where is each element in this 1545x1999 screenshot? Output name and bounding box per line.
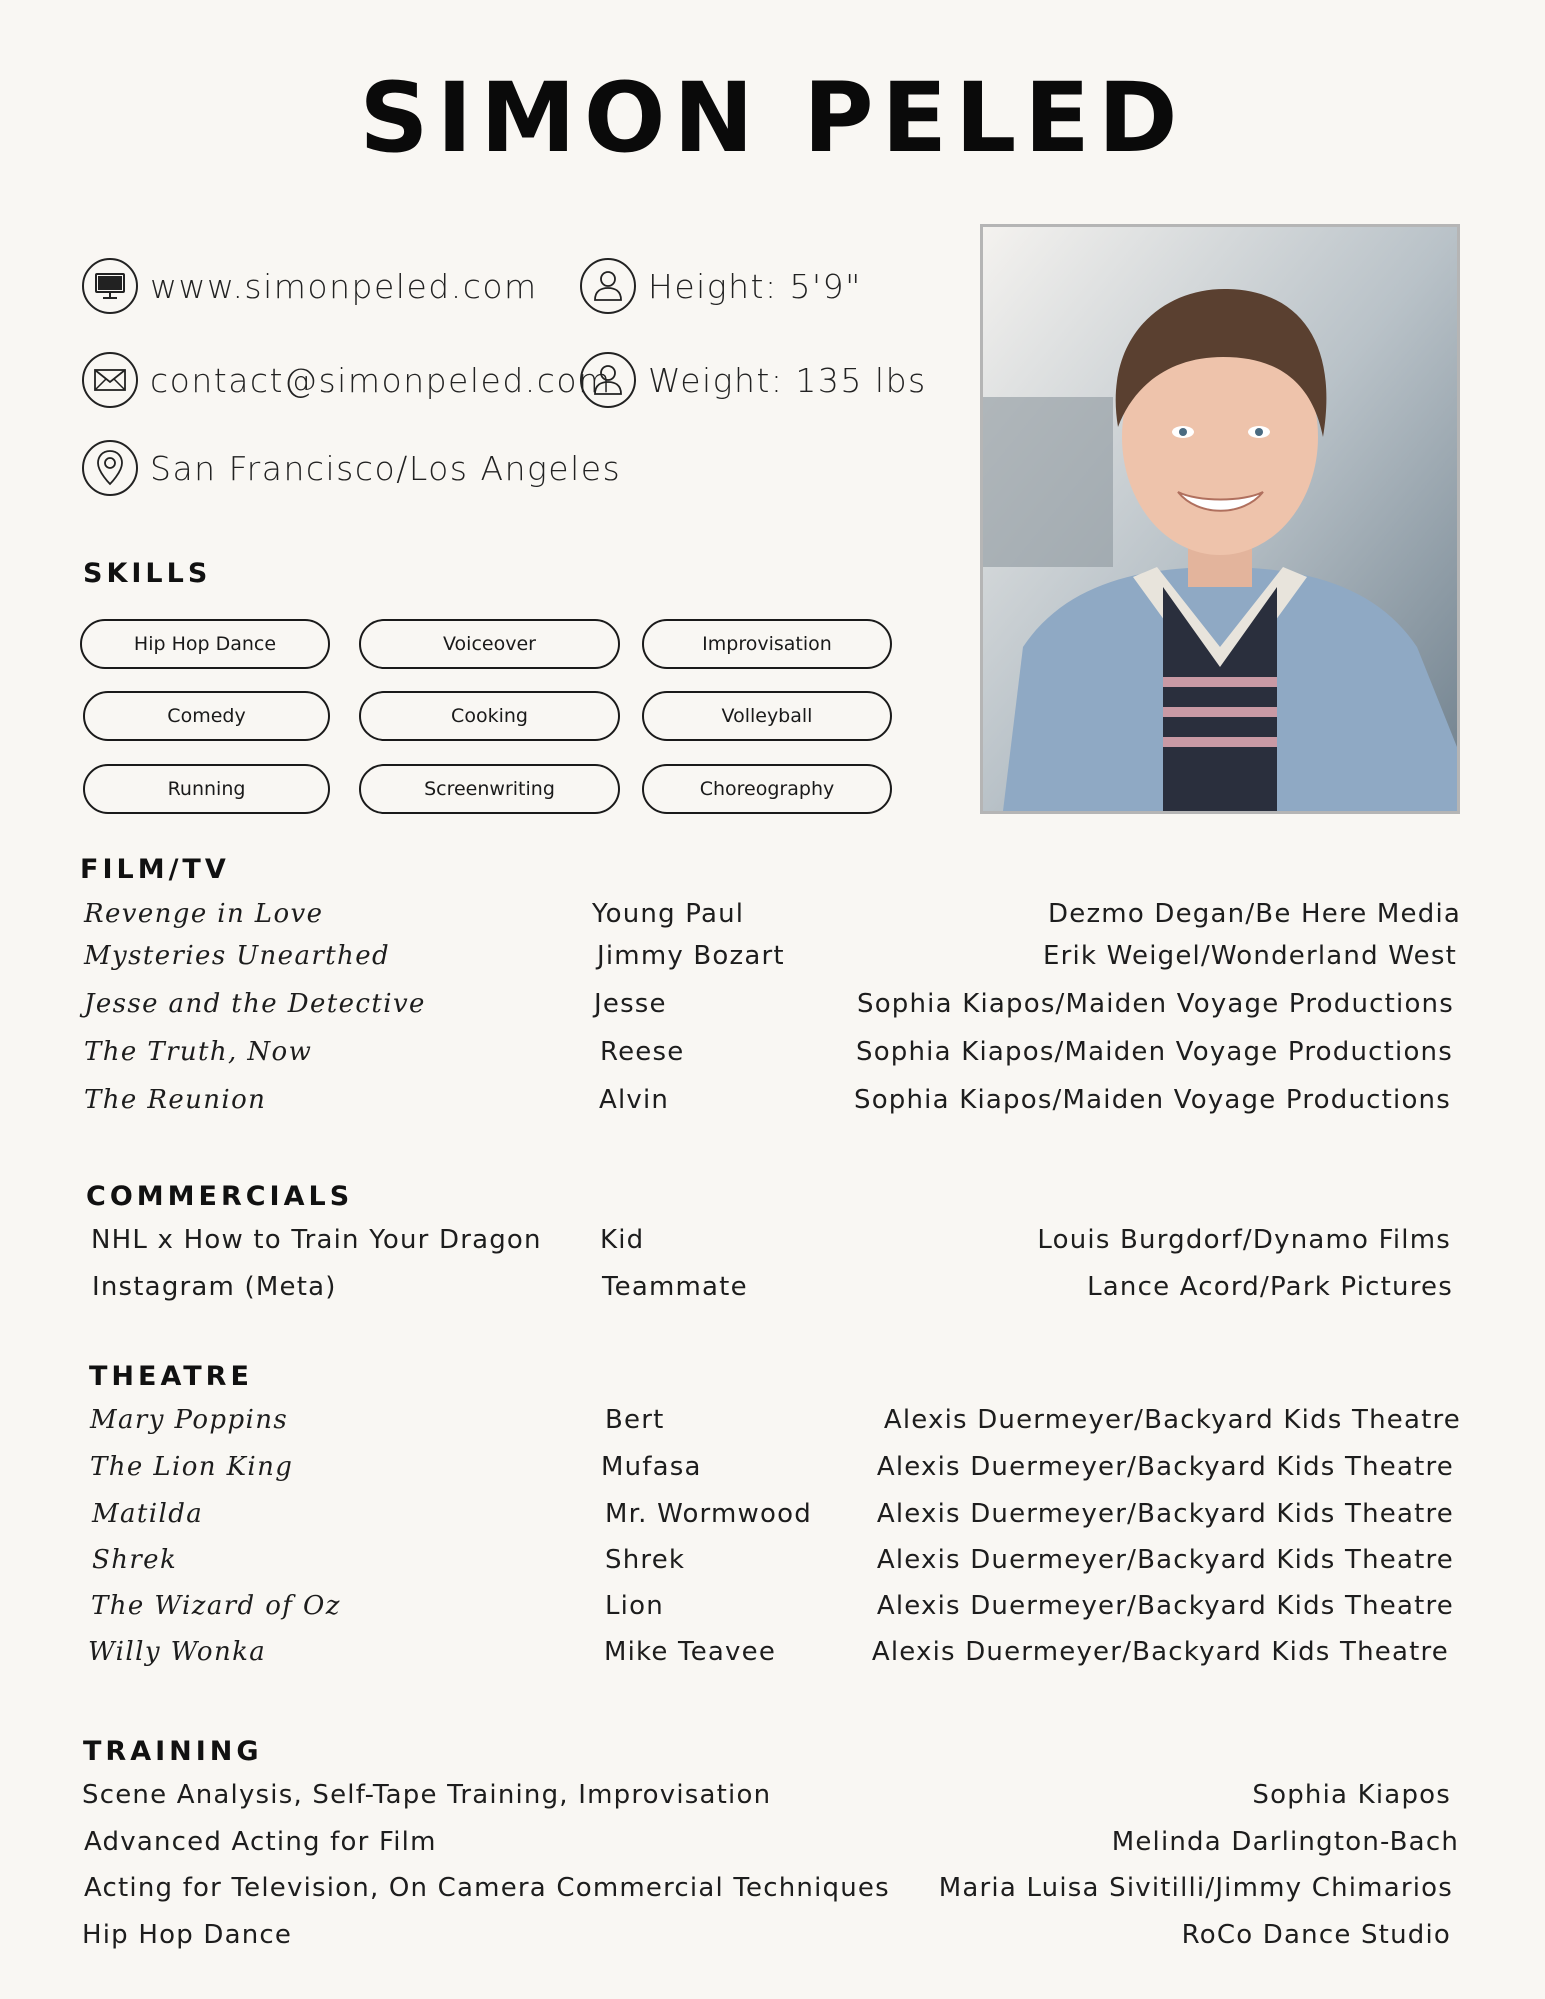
skills-heading: SKILLS [83, 558, 212, 589]
theatre-title: Matilda [92, 1499, 204, 1529]
theatre-heading: THEATRE [89, 1361, 253, 1392]
theatre-credit: Alexis Duermeyer/Backyard Kids Theatre [876, 1499, 1454, 1529]
theatre-role: Bert [605, 1405, 665, 1435]
training-teacher: Melinda Darlington-Bach [1111, 1827, 1459, 1857]
commercial-role: Kid [600, 1225, 645, 1255]
contact-website [82, 258, 538, 314]
skill-pill: Comedy [83, 691, 330, 741]
training-course: Hip Hop Dance [82, 1920, 293, 1950]
film-title: Revenge in Love [84, 899, 324, 929]
film-title: Jesse and the Detective [84, 989, 426, 1019]
film-role: Jimmy Bozart [597, 941, 785, 971]
film-title: The Truth, Now [84, 1037, 313, 1067]
training-course: Acting for Television, On Camera Commercial Techniques [84, 1873, 890, 1903]
contact-weight [580, 352, 927, 408]
film-credit: Sophia Kiapos/Maiden Voyage Productions [856, 989, 1454, 1019]
film-credit: Erik Weigel/Wonderland West [1042, 941, 1457, 971]
headshot-photo [980, 224, 1460, 814]
contact-location [82, 440, 621, 496]
skill-pill: Running [83, 764, 330, 814]
theatre-role: Mufasa [601, 1452, 702, 1482]
contact-email [82, 352, 612, 408]
film-role: Young Paul [592, 899, 745, 929]
skill-pill: Hip Hop Dance [80, 619, 330, 669]
commercial-role: Teammate [602, 1272, 748, 1302]
theatre-title: The Wizard of Oz [91, 1591, 341, 1621]
skill-pill: Improvisation [642, 619, 892, 669]
website-text[interactable]: www.simonpeled.com [150, 266, 538, 306]
theatre-role: Lion [605, 1591, 664, 1621]
theatre-role: Mr. Wormwood [605, 1499, 812, 1529]
height-text: Height: 5'9" [648, 266, 862, 306]
skill-pill: Screenwriting [359, 764, 620, 814]
film-credit: Dezmo Degan/Be Here Media [1048, 899, 1461, 929]
theatre-credit: Alexis Duermeyer/Backyard Kids Theatre [883, 1405, 1461, 1435]
film-credit: Sophia Kiapos/Maiden Voyage Productions [855, 1037, 1453, 1067]
training-teacher: Maria Luisa Sivitilli/Jimmy Chimarios [938, 1873, 1453, 1903]
location-pin-icon [82, 440, 138, 496]
commercial-title: Instagram (Meta) [92, 1272, 337, 1302]
theatre-credit: Alexis Duermeyer/Backyard Kids Theatre [871, 1637, 1449, 1667]
theatre-credit: Alexis Duermeyer/Backyard Kids Theatre [876, 1545, 1454, 1575]
location-text: San Francisco/Los Angeles [150, 448, 622, 488]
training-heading: TRAINING [83, 1736, 263, 1767]
training-course: Scene Analysis, Self-Tape Training, Improvisation [82, 1780, 772, 1810]
film-role: Alvin [599, 1085, 670, 1115]
commercial-credit: Louis Burgdorf/Dynamo Films [1037, 1225, 1451, 1255]
envelope-icon [82, 352, 138, 408]
email-text[interactable]: contact@simonpeled.com [150, 360, 612, 400]
skill-pill: Voiceover [359, 619, 620, 669]
training-course: Advanced Acting for Film [84, 1827, 437, 1857]
theatre-title: Mary Poppins [90, 1405, 289, 1435]
page-title: SIMON PELED [359, 62, 1186, 174]
weight-text: Weight: 135 lbs [648, 360, 927, 400]
training-teacher: Sophia Kiapos [1252, 1780, 1451, 1810]
film-role: Jesse [594, 989, 667, 1019]
theatre-role: Shrek [605, 1545, 686, 1575]
skill-pill: Volleyball [642, 691, 892, 741]
film-credit: Sophia Kiapos/Maiden Voyage Productions [853, 1085, 1451, 1115]
theatre-role: Mike Teavee [604, 1637, 777, 1667]
film-title: Mysteries Unearthed [84, 941, 391, 971]
person-icon [580, 352, 636, 408]
commercials-heading: COMMERCIALS [86, 1181, 354, 1212]
person-icon [580, 258, 636, 314]
theatre-credit: Alexis Duermeyer/Backyard Kids Theatre [876, 1452, 1454, 1482]
commercial-credit: Lance Acord/Park Pictures [1087, 1272, 1453, 1302]
theatre-credit: Alexis Duermeyer/Backyard Kids Theatre [876, 1591, 1454, 1621]
contact-height [580, 258, 862, 314]
theatre-title: Willy Wonka [88, 1637, 267, 1667]
monitor-icon [82, 258, 138, 314]
training-teacher: RoCo Dance Studio [1181, 1920, 1451, 1950]
film-title: The Reunion [84, 1085, 267, 1115]
headshot-illustration [983, 227, 1457, 811]
skill-pill: Choreography [642, 764, 892, 814]
film-role: Reese [600, 1037, 685, 1067]
film-tv-heading: FILM/TV [80, 854, 230, 885]
skill-pill: Cooking [359, 691, 620, 741]
commercial-title: NHL x How to Train Your Dragon [91, 1225, 542, 1255]
theatre-title: Shrek [92, 1545, 178, 1575]
theatre-title: The Lion King [90, 1452, 294, 1482]
